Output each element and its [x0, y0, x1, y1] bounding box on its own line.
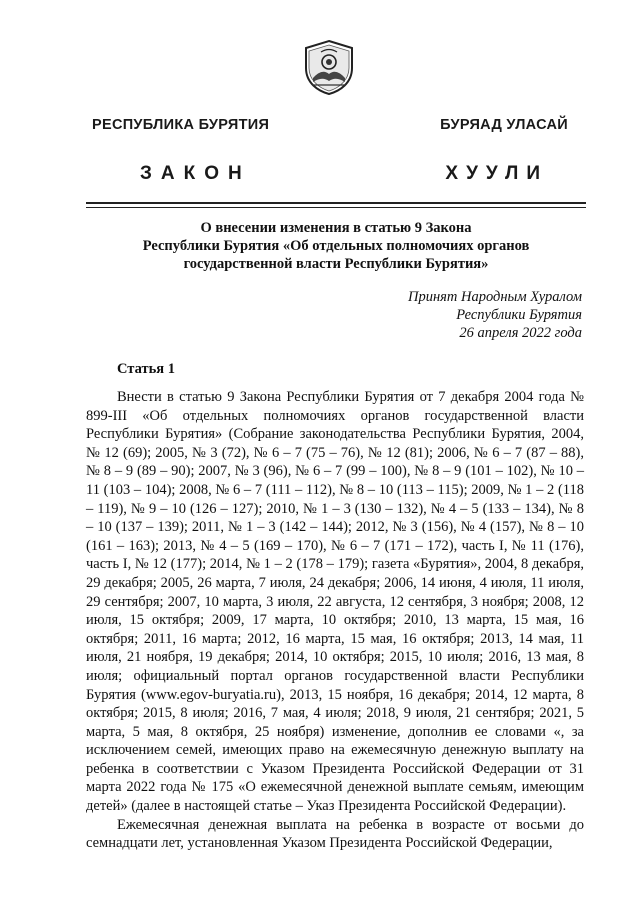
law-title-line: О внесении изменения в статью 9 Закона — [200, 220, 472, 236]
body-paragraph: Ежемесячная денежная выплата на ребенка в возрасте от восьми до семнадцати лет, установленная Указом Президента Российской Федерации, — [86, 816, 584, 852]
law-title-line: Республики Бурятия «Об отдельных полномочиях органов — [142, 238, 530, 254]
header-divider-thick — [86, 202, 586, 204]
law-title-line: государственной власти Республики Бурятия» — [183, 256, 489, 272]
law-label-buryat: ХУУЛИ — [445, 163, 548, 184]
law-title — [86, 219, 586, 273]
adoption-note-line: Республики Бурятия — [456, 307, 582, 323]
article-heading: Статья 1 — [117, 361, 175, 377]
adoption-note — [408, 288, 582, 342]
republic-name-russian: РЕСПУБЛИКА БУРЯТИЯ — [92, 117, 270, 133]
header-divider-thin — [86, 207, 586, 208]
adoption-note-line: Принят Народным Хуралом — [407, 289, 582, 305]
body-paragraph: Внести в статью 9 Закона Республики Бурятия от 7 декабря 2004 года № 899-III «Об отдельных полномочиях органов государственной власти Республики Бурятия» (Собрание законодательства Республики Бурятия, 2004, № 12 (69); 2005, № 3 (72), № 6 – 7 (75 – 76), № 12 (81); 2006, № 6 – 7 (87 – 88), № 8 – 9 (89 – 90); 2007, № 3 (96), № 6 – 7 (99 – 100), № 8 – 9 (101 – 102), № 10 – 11 (103 – 104); 2008, № 6 – 7 (111 – 112), № 8 – 10 (113 – 115); 2009, № 1 – 2 (118 – 119), № 9 – 10 (126 – 127); 2010, № 1 – 3 (130 – 132), № 4 – 5 (133 – 134), № 8 – 10 (137 – 139); 2011, № 1 – 3 (142 – 144); 2012, № 3 (156), № 4 (157), № 8 – 10 (161 – 163); 2013, № 4 – 5 (169 – 170), № 6 – 7 (171 – 172), часть I, № 11 (176), часть I, № 12 (177); 2014, № 1 – 2 (178 – 179); газета «Бурятия», 2004, 8 декабря, 29 декабря; 2005, 26 марта, 7 июля, 24 декабря; 2006, 14 июня, 4 июля, 11 июля, 29 сентября; 2007, 10 марта, 3 июля, 22 августа, 12 сентября, 3 ноября; 2008, 12 июля, 15 октября; 2009, 17 марта, 10 октября; 2010, 13 марта, 15 мая, 16 октября; 2011, 16 марта; 2012, 16 марта, 15 мая, 16 октября; 2013, 14 мая, 11 июля, 21 ноября, 19 декабря; 2014, 10 октября; 2015, 10 июля; 2016, 13 мая, 8 июля; официальный портал органов государственной власти Республики Бурятия (www.egov-buryatia.ru), 2013, 15 ноября, 16 декабря; 2014, 12 марта, 8 октября; 2015, 8 июля; 2016, 7 мая, 4 июля; 2018, 9 июля, 21 сентября; 2021, 5 марта, 5 мая, 8 октября, 25 ноября) изменение, дополнив ее словами «, за исключением семей, имеющих право на ежемесячную денежную выплату на ребенка в соответствии с Указом Президента Российской Федерации от 31 марта 2022 года № 175 «О ежемесячной денежной выплате семьям, имеющим детей» (далее в настоящей статье – Указ Президента Российской Федерации). — [86, 389, 584, 815]
law-label-russian: ЗАКОН — [140, 163, 251, 184]
adoption-note-line: 26 апреля 2022 года — [459, 325, 582, 341]
republic-name-buryat: БУРЯАД УЛАСАЙ — [440, 117, 568, 133]
coat-of-arms-emblem — [300, 38, 358, 96]
article-body — [86, 388, 584, 853]
